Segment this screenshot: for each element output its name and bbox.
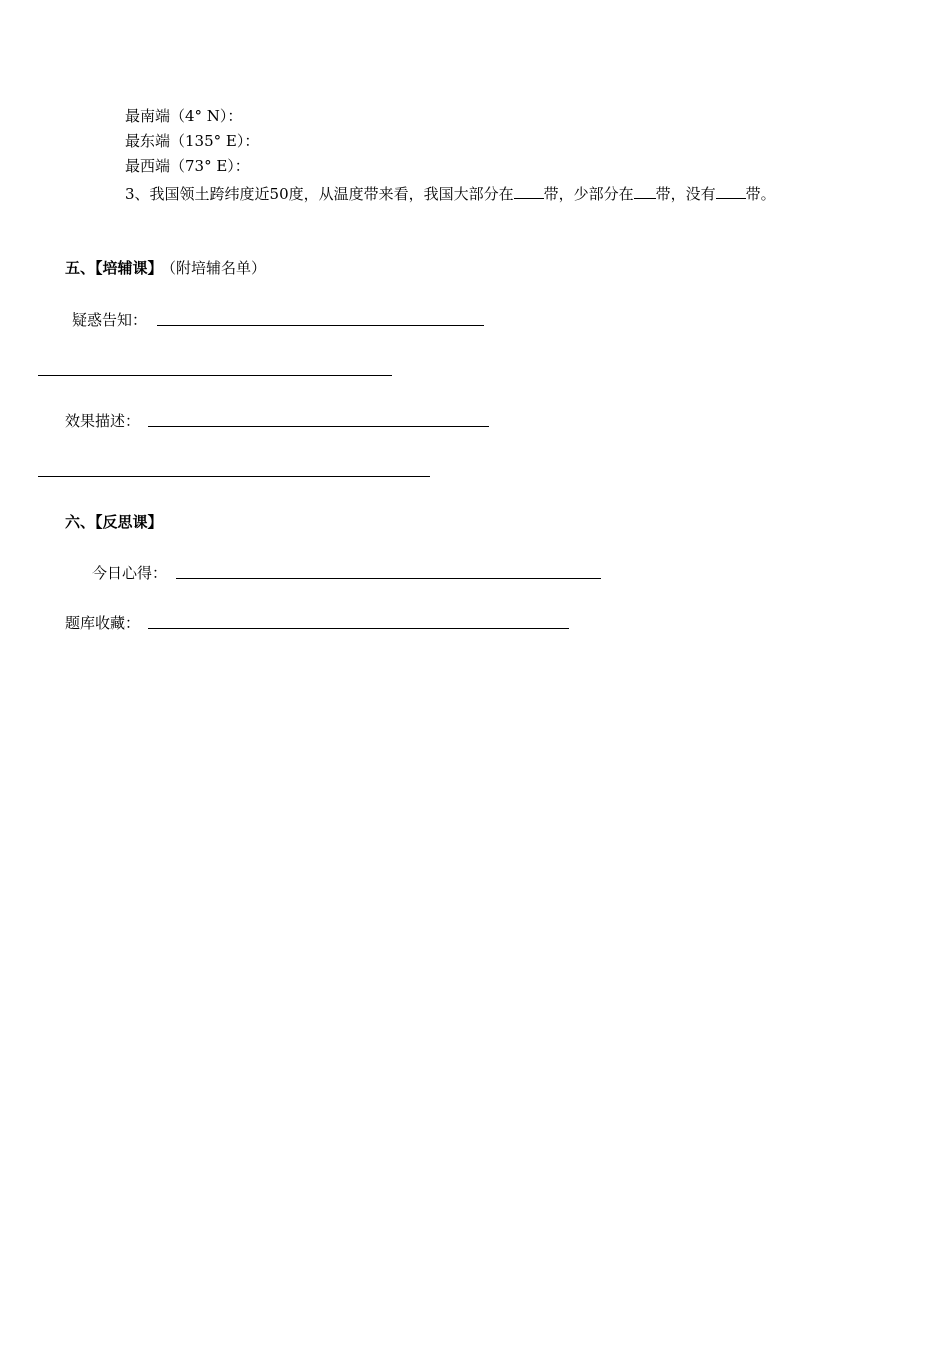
question-bank-input-line[interactable] <box>148 628 569 629</box>
effect-input-line[interactable] <box>148 426 489 427</box>
section-6-number: 六、 <box>65 513 96 531</box>
doubt-label: 疑惑告知： <box>72 311 148 329</box>
effect-row <box>65 411 140 431</box>
effect-continuation-line[interactable] <box>38 476 430 477</box>
answer-blank-1[interactable] <box>514 182 544 199</box>
section-5-heading <box>65 258 266 278</box>
question-bank-label: 题库收藏： <box>65 614 141 632</box>
section-5-number: 五、 <box>65 259 96 277</box>
south-extreme-label: 最南端（4° N）： <box>125 107 243 125</box>
section-5-note: （附培辅名单） <box>168 259 267 277</box>
answer-blank-3[interactable] <box>716 182 746 199</box>
question-bank-row <box>65 613 140 633</box>
question-3-text-4: 带。 <box>745 185 776 203</box>
section-6-heading <box>65 512 163 532</box>
question-3-text-3: 带，没有 <box>655 185 716 203</box>
insight-input-line[interactable] <box>176 578 601 579</box>
east-extreme-line <box>125 131 259 151</box>
doubt-row <box>72 310 147 330</box>
question-3-text-1: 3、我国领土跨纬度近50度，从温度带来看，我国大部分在 <box>125 185 514 203</box>
question-3-text-2: 带，少部分在 <box>543 185 634 203</box>
east-extreme-label: 最东端（135° E）： <box>125 132 260 150</box>
insight-row <box>92 563 167 583</box>
insight-label: 今日心得： <box>92 564 168 582</box>
doubt-input-line[interactable] <box>157 325 484 326</box>
section-6-title: 【反思课】 <box>95 513 163 531</box>
effect-label: 效果描述： <box>65 412 141 430</box>
west-extreme-line <box>125 156 250 176</box>
south-extreme-line <box>125 106 242 126</box>
west-extreme-label: 最西端（73° E）： <box>125 157 250 175</box>
answer-blank-2[interactable] <box>634 182 656 199</box>
question-3 <box>125 182 776 204</box>
doubt-continuation-line[interactable] <box>38 375 392 376</box>
section-5-title: 【培辅课】 <box>95 259 163 277</box>
